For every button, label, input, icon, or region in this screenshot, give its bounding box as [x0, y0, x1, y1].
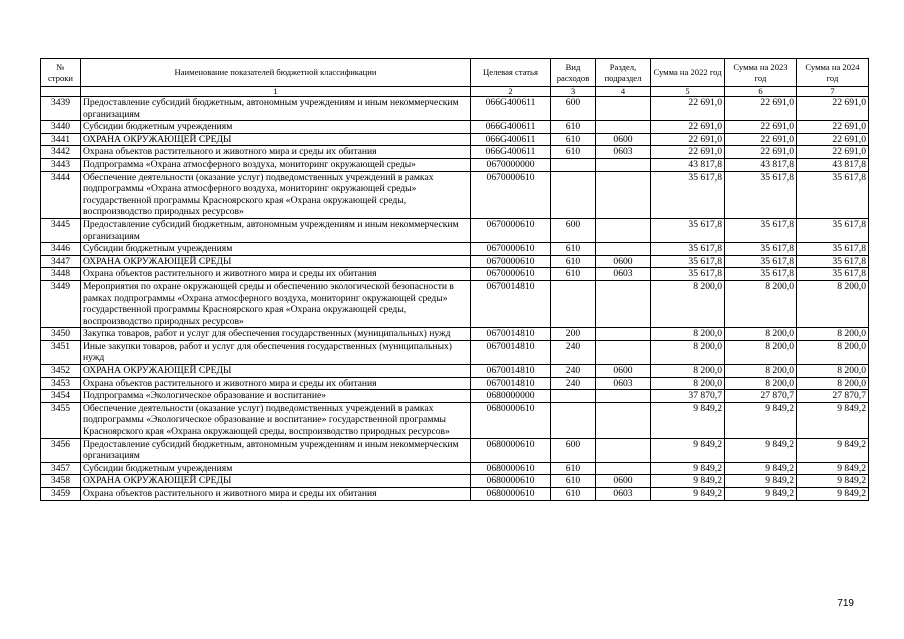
row-number: 3458 — [41, 475, 81, 488]
row-target: 0670000610 — [471, 171, 551, 218]
row-sum-2023: 35 617,8 — [725, 268, 797, 281]
row-sum-2023: 35 617,8 — [725, 171, 797, 218]
row-target: 0680000610 — [471, 438, 551, 462]
row-sum-2022: 35 617,8 — [651, 218, 725, 242]
row-name: Субсидии бюджетным учреждениям — [81, 121, 471, 134]
row-number: 3450 — [41, 328, 81, 341]
row-exp-type — [551, 171, 596, 218]
row-target: 066G400611 — [471, 146, 551, 159]
row-section — [596, 340, 651, 364]
row-sum-2023: 35 617,8 — [725, 255, 797, 268]
row-target: 066G400611 — [471, 133, 551, 146]
row-sum-2023: 22 691,0 — [725, 146, 797, 159]
row-sum-2024: 22 691,0 — [797, 97, 869, 121]
table-row — [41, 475, 869, 488]
row-sum-2023: 8 200,0 — [725, 365, 797, 378]
row-sum-2022: 8 200,0 — [651, 377, 725, 390]
row-exp-type: 610 — [551, 268, 596, 281]
row-sum-2023: 43 817,8 — [725, 158, 797, 171]
row-number: 3441 — [41, 133, 81, 146]
row-sum-2022: 9 849,2 — [651, 402, 725, 438]
table-row — [41, 121, 869, 134]
row-sum-2022: 8 200,0 — [651, 365, 725, 378]
row-name: Субсидии бюджетным учреждениям — [81, 462, 471, 475]
row-exp-type: 610 — [551, 475, 596, 488]
row-name: Предоставление субсидий бюджетным, автономным учреждениям и иным некоммерческим организациям — [81, 97, 471, 121]
row-sum-2023: 22 691,0 — [725, 133, 797, 146]
table-row — [41, 488, 869, 501]
header-exp-type: Вид расходов — [551, 59, 596, 87]
row-sum-2022: 8 200,0 — [651, 340, 725, 364]
colnum: 1 — [81, 87, 471, 97]
row-sum-2022: 9 849,2 — [651, 438, 725, 462]
table-row — [41, 328, 869, 341]
row-number: 3446 — [41, 243, 81, 256]
table-row — [41, 377, 869, 390]
row-section: 0600 — [596, 365, 651, 378]
row-target: 0670014810 — [471, 340, 551, 364]
row-sum-2022: 35 617,8 — [651, 255, 725, 268]
row-sum-2024: 9 849,2 — [797, 438, 869, 462]
row-sum-2023: 8 200,0 — [725, 340, 797, 364]
row-sum-2024: 8 200,0 — [797, 340, 869, 364]
row-target: 0680000000 — [471, 390, 551, 403]
row-exp-type: 200 — [551, 328, 596, 341]
row-sum-2024: 27 870,7 — [797, 390, 869, 403]
row-exp-type: 610 — [551, 243, 596, 256]
row-sum-2023: 27 870,7 — [725, 390, 797, 403]
header-sum-2024: Сумма на 2024 год — [797, 59, 869, 87]
row-exp-type — [551, 158, 596, 171]
table-row — [41, 365, 869, 378]
row-exp-type: 610 — [551, 146, 596, 159]
row-target: 0680000610 — [471, 402, 551, 438]
row-sum-2024: 22 691,0 — [797, 146, 869, 159]
row-sum-2024: 8 200,0 — [797, 365, 869, 378]
row-section: 0603 — [596, 488, 651, 501]
row-name: Обеспечение деятельности (оказание услуг) подведомственных учреждений в рамках подпрограммы «Охрана атмосферного воздуха, мониторинг окружающей среды» государственной программы Красноярского края «Охрана окружающей среды, воспроизводство природных ресурсов» — [81, 171, 471, 218]
row-sum-2024: 9 849,2 — [797, 475, 869, 488]
row-exp-type — [551, 280, 596, 327]
row-name: ОХРАНА ОКРУЖАЮЩЕЙ СРЕДЫ — [81, 365, 471, 378]
row-target: 0670000610 — [471, 268, 551, 281]
row-sum-2024: 43 817,8 — [797, 158, 869, 171]
row-name: Подпрограмма «Экологическое образование и воспитание» — [81, 390, 471, 403]
row-name: Охрана объектов растительного и животного мира и среды их обитания — [81, 146, 471, 159]
row-sum-2022: 37 870,7 — [651, 390, 725, 403]
row-sum-2022: 22 691,0 — [651, 121, 725, 134]
row-section — [596, 390, 651, 403]
table-row — [41, 340, 869, 364]
row-sum-2024: 22 691,0 — [797, 133, 869, 146]
row-section: 0600 — [596, 133, 651, 146]
row-target: 066G400611 — [471, 97, 551, 121]
row-number: 3447 — [41, 255, 81, 268]
row-name: Охрана объектов растительного и животного мира и среды их обитания — [81, 488, 471, 501]
row-number: 3457 — [41, 462, 81, 475]
row-exp-type — [551, 390, 596, 403]
row-sum-2024: 22 691,0 — [797, 121, 869, 134]
row-sum-2022: 9 849,2 — [651, 488, 725, 501]
row-number: 3449 — [41, 280, 81, 327]
header-name: Наименование показателей бюджетной классификации — [81, 59, 471, 87]
table-row — [41, 158, 869, 171]
row-sum-2022: 22 691,0 — [651, 97, 725, 121]
row-section — [596, 171, 651, 218]
row-number: 3439 — [41, 97, 81, 121]
row-target: 0670000610 — [471, 243, 551, 256]
row-target: 0670000610 — [471, 255, 551, 268]
row-name: ОХРАНА ОКРУЖАЮЩЕЙ СРЕДЫ — [81, 475, 471, 488]
header-target: Целевая статья — [471, 59, 551, 87]
row-number: 3440 — [41, 121, 81, 134]
colnum: 3 — [551, 87, 596, 97]
table-row — [41, 243, 869, 256]
row-target: 0680000610 — [471, 475, 551, 488]
row-exp-type: 600 — [551, 97, 596, 121]
row-target: 066G400611 — [471, 121, 551, 134]
row-sum-2022: 9 849,2 — [651, 462, 725, 475]
row-exp-type: 240 — [551, 365, 596, 378]
row-name: Предоставление субсидий бюджетным, автономным учреждениям и иным некоммерческим организациям — [81, 218, 471, 242]
row-sum-2024: 9 849,2 — [797, 488, 869, 501]
budget-table — [40, 58, 869, 501]
row-section: 0600 — [596, 475, 651, 488]
row-name: Закупка товаров, работ и услуг для обеспечения государственных (муниципальных) нужд — [81, 328, 471, 341]
table-row — [41, 438, 869, 462]
row-sum-2024: 9 849,2 — [797, 402, 869, 438]
row-sum-2023: 8 200,0 — [725, 377, 797, 390]
row-exp-type — [551, 402, 596, 438]
row-section: 0600 — [596, 255, 651, 268]
row-number: 3443 — [41, 158, 81, 171]
row-sum-2023: 9 849,2 — [725, 462, 797, 475]
row-exp-type: 610 — [551, 133, 596, 146]
row-section — [596, 462, 651, 475]
row-sum-2024: 35 617,8 — [797, 171, 869, 218]
row-exp-type: 240 — [551, 340, 596, 364]
row-name: Охрана объектов растительного и животного мира и среды их обитания — [81, 268, 471, 281]
row-sum-2024: 35 617,8 — [797, 218, 869, 242]
row-name: Предоставление субсидий бюджетным, автономным учреждениям и иным некоммерческим организациям — [81, 438, 471, 462]
row-target: 0670000000 — [471, 158, 551, 171]
table-row — [41, 402, 869, 438]
row-section — [596, 243, 651, 256]
table-row — [41, 218, 869, 242]
row-exp-type: 610 — [551, 488, 596, 501]
table-row — [41, 171, 869, 218]
row-sum-2024: 8 200,0 — [797, 328, 869, 341]
row-sum-2023: 9 849,2 — [725, 438, 797, 462]
row-section — [596, 328, 651, 341]
row-name: Подпрограмма «Охрана атмосферного воздуха, мониторинг окружающей среды» — [81, 158, 471, 171]
header-sum-2022: Сумма на 2022 год — [651, 59, 725, 87]
row-sum-2023: 9 849,2 — [725, 488, 797, 501]
row-number: 3456 — [41, 438, 81, 462]
row-sum-2024: 35 617,8 — [797, 268, 869, 281]
row-target: 0680000610 — [471, 488, 551, 501]
row-target: 0680000610 — [471, 462, 551, 475]
row-number: 3452 — [41, 365, 81, 378]
row-sum-2023: 22 691,0 — [725, 97, 797, 121]
colnum: 4 — [596, 87, 651, 97]
row-number: 3444 — [41, 171, 81, 218]
row-sum-2022: 43 817,8 — [651, 158, 725, 171]
table-row — [41, 255, 869, 268]
row-exp-type: 600 — [551, 218, 596, 242]
row-exp-type: 610 — [551, 121, 596, 134]
colnum: 6 — [725, 87, 797, 97]
row-section: 0603 — [596, 377, 651, 390]
row-sum-2023: 22 691,0 — [725, 121, 797, 134]
table-row — [41, 97, 869, 121]
row-target: 0670000610 — [471, 218, 551, 242]
colnum: 7 — [797, 87, 869, 97]
row-name: Субсидии бюджетным учреждениям — [81, 243, 471, 256]
row-sum-2022: 22 691,0 — [651, 146, 725, 159]
row-exp-type: 610 — [551, 255, 596, 268]
row-sum-2022: 35 617,8 — [651, 243, 725, 256]
table-row — [41, 146, 869, 159]
row-section — [596, 438, 651, 462]
header-section: Раздел, подраздел — [596, 59, 651, 87]
table-row — [41, 390, 869, 403]
row-name: Обеспечение деятельности (оказание услуг) подведомственных учреждений в рамках подпрограммы «Экологическое образование и воспитание» государственной программы Красноярского края «Охрана окружающей среды, воспроизводство природных ресурсов» — [81, 402, 471, 438]
row-sum-2022: 35 617,8 — [651, 268, 725, 281]
row-name: Иные закупки товаров, работ и услуг для обеспечения государственных (муниципальных) нужд — [81, 340, 471, 364]
row-section — [596, 218, 651, 242]
row-name: Охрана объектов растительного и животного мира и среды их обитания — [81, 377, 471, 390]
column-numbers-row — [41, 87, 869, 97]
row-exp-type: 610 — [551, 462, 596, 475]
row-sum-2023: 8 200,0 — [725, 280, 797, 327]
table-row — [41, 133, 869, 146]
table-row — [41, 268, 869, 281]
row-section — [596, 280, 651, 327]
row-sum-2022: 8 200,0 — [651, 280, 725, 327]
row-exp-type: 600 — [551, 438, 596, 462]
header-sum-2023: Сумма на 2023 год — [725, 59, 797, 87]
row-sum-2023: 8 200,0 — [725, 328, 797, 341]
row-target: 0670014810 — [471, 328, 551, 341]
row-sum-2024: 35 617,8 — [797, 243, 869, 256]
row-target: 0670014810 — [471, 377, 551, 390]
row-sum-2022: 22 691,0 — [651, 133, 725, 146]
row-number: 3445 — [41, 218, 81, 242]
row-name: ОХРАНА ОКРУЖАЮЩЕЙ СРЕДЫ — [81, 255, 471, 268]
row-section — [596, 97, 651, 121]
table-row — [41, 462, 869, 475]
colnum — [41, 87, 81, 97]
page-number: 719 — [837, 598, 854, 609]
row-name: ОХРАНА ОКРУЖАЮЩЕЙ СРЕДЫ — [81, 133, 471, 146]
row-name: Мероприятия по охране окружающей среды и обеспечению экологической безопасности в рамках подпрограммы «Охрана атмосферного воздуха, мониторинг окружающей среды» государственной программы Красноярского края «Охрана окружающей среды, воспроизводство природных ресурсов» — [81, 280, 471, 327]
row-target: 0670014810 — [471, 280, 551, 327]
row-number: 3442 — [41, 146, 81, 159]
row-section: 0603 — [596, 146, 651, 159]
header-row-no: № строки — [41, 59, 81, 87]
row-number: 3453 — [41, 377, 81, 390]
row-number: 3459 — [41, 488, 81, 501]
row-number: 3448 — [41, 268, 81, 281]
row-sum-2024: 9 849,2 — [797, 462, 869, 475]
row-section: 0603 — [596, 268, 651, 281]
row-number: 3455 — [41, 402, 81, 438]
row-target: 0670014810 — [471, 365, 551, 378]
row-exp-type: 240 — [551, 377, 596, 390]
row-number: 3454 — [41, 390, 81, 403]
row-number: 3451 — [41, 340, 81, 364]
row-sum-2023: 35 617,8 — [725, 243, 797, 256]
row-section — [596, 158, 651, 171]
row-section — [596, 402, 651, 438]
row-sum-2022: 9 849,2 — [651, 475, 725, 488]
row-sum-2024: 8 200,0 — [797, 377, 869, 390]
row-sum-2023: 35 617,8 — [725, 218, 797, 242]
row-sum-2022: 35 617,8 — [651, 171, 725, 218]
row-sum-2023: 9 849,2 — [725, 402, 797, 438]
table-row — [41, 280, 869, 327]
row-sum-2024: 8 200,0 — [797, 280, 869, 327]
colnum: 2 — [471, 87, 551, 97]
row-sum-2023: 9 849,2 — [725, 475, 797, 488]
row-sum-2024: 35 617,8 — [797, 255, 869, 268]
row-sum-2022: 8 200,0 — [651, 328, 725, 341]
row-section — [596, 121, 651, 134]
colnum: 5 — [651, 87, 725, 97]
